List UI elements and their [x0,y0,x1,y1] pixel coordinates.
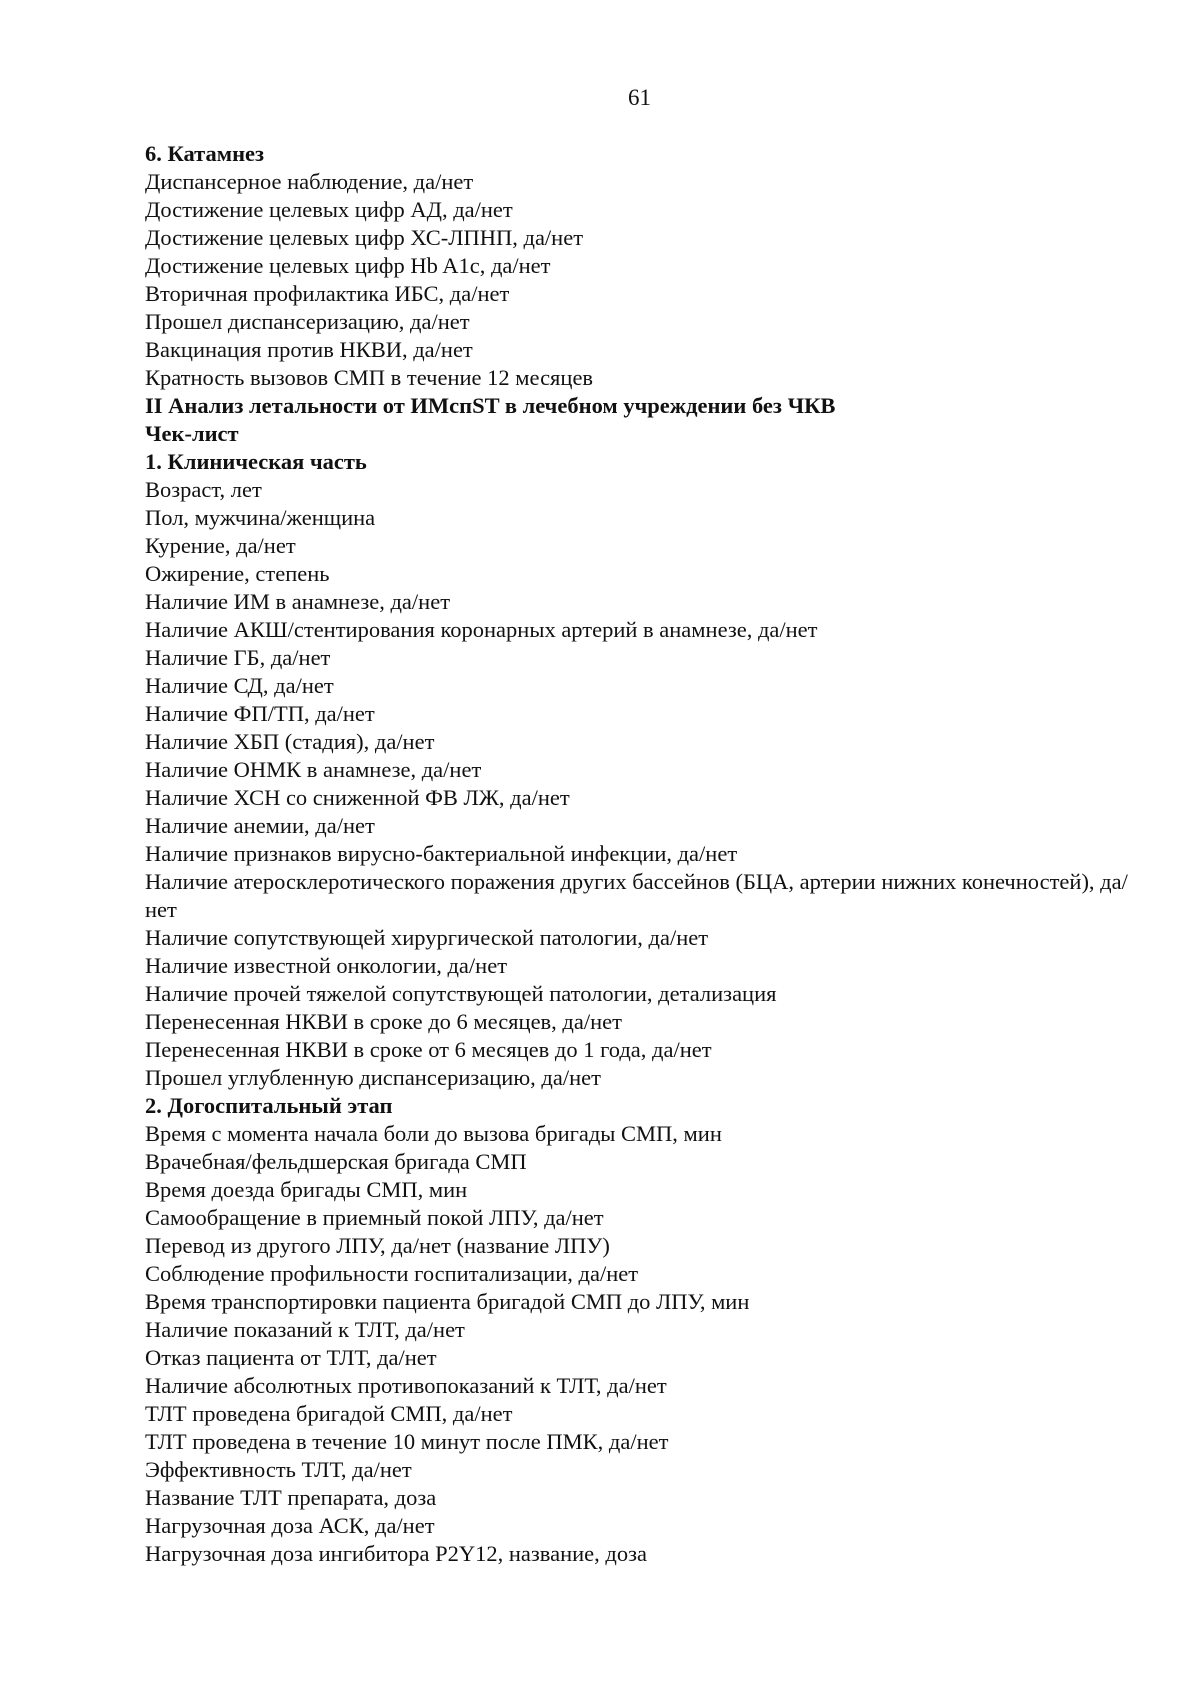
list-item: Время с момента начала боли до вызова бригады СМП, мин [145,1121,722,1146]
list-item: Время доезда бригады СМП, мин [145,1177,468,1202]
list-item: Соблюдение профильности госпитализации, да/нет [145,1261,639,1286]
list-item: Наличие анемии, да/нет [145,813,375,838]
document-body [145,140,1135,1568]
list-item: Прошел углубленную диспансеризацию, да/нет [145,1065,601,1090]
list-item: Самообращение в приемный покой ЛПУ, да/нет [145,1205,604,1230]
list-item: Наличие ХБП (стадия), да/нет [145,729,435,754]
section-title: II Анализ летальности от ИМспST в лечебном учреждении без ЧКВ [145,393,836,418]
list-item: Название ТЛТ препарата, доза [145,1485,437,1510]
list-item: Диспансерное наблюдение, да/нет [145,169,474,194]
list-item: ТЛТ проведена в течение 10 минут после ПМК, да/нет [145,1429,669,1454]
list-item: Кратность вызовов СМП в течение 12 месяцев [145,365,594,390]
list-item: Курение, да/нет [145,533,296,558]
list-item: Врачебная/фельдшерская бригада СМП [145,1149,527,1174]
list-item: Наличие признаков вирусно-бактериальной инфекции, да/нет [145,841,738,866]
list-item: Достижение целевых цифр АД, да/нет [145,197,513,222]
list-item: Наличие СД, да/нет [145,673,334,698]
list-item: Ожирение, степень [145,561,330,586]
list-item: Наличие сопутствующей хирургической патологии, да/нет [145,925,709,950]
list-item: Пол, мужчина/женщина [145,505,376,530]
list-item: Достижение целевых цифр ХС-ЛПНП, да/нет [145,225,584,250]
list-item: Наличие прочей тяжелой сопутствующей патологии, детализация [145,981,777,1006]
list-item: Наличие ФП/ТП, да/нет [145,701,375,726]
page-number: 61 [628,85,651,110]
list-item: Нагрузочная доза ингибитора P2Y12, название, доза [145,1541,647,1566]
list-item: Эффективность ТЛТ, да/нет [145,1457,412,1482]
list-item: Перенесенная НКВИ в сроке до 6 месяцев, да/нет [145,1009,622,1034]
list-item: Наличие ХСН со сниженной ФВ ЛЖ, да/нет [145,785,570,810]
list-item: Прошел диспансеризацию, да/нет [145,309,470,334]
list-item: Отказ пациента от ТЛТ, да/нет [145,1345,437,1370]
list-item: Наличие показаний к ТЛТ, да/нет [145,1317,465,1342]
list-item: Перенесенная НКВИ в сроке от 6 месяцев до 1 года, да/нет [145,1037,712,1062]
list-item: Перевод из другого ЛПУ, да/нет (название ЛПУ) [145,1233,610,1258]
list-item: Наличие атеросклеротического поражения других бассейнов (БЦА, артерии нижних конечностей), да/нет [145,869,1128,922]
section-subtitle: Чек-лист [145,421,239,446]
list-item: Вторичная профилактика ИБС, да/нет [145,281,510,306]
list-item: Нагрузочная доза АСК, да/нет [145,1513,435,1538]
section-heading-clinical: 1. Клиническая часть [145,449,367,474]
list-item: Наличие ГБ, да/нет [145,645,331,670]
list-item: Наличие известной онкологии, да/нет [145,953,508,978]
list-item: ТЛТ проведена бригадой СМП, да/нет [145,1401,513,1426]
list-item: Наличие абсолютных противопоказаний к ТЛТ, да/нет [145,1373,667,1398]
list-item: Возраст, лет [145,477,262,502]
section-heading-katamnez: 6. Катамнез [145,141,265,166]
list-item: Время транспортировки пациента бригадой СМП до ЛПУ, мин [145,1289,750,1314]
section-heading-prehospital: 2. Догоспитальный этап [145,1093,393,1118]
list-item: Наличие ОНМК в анамнезе, да/нет [145,757,482,782]
list-item: Наличие АКШ/стентирования коронарных артерий в анамнезе, да/нет [145,617,818,642]
list-item: Наличие ИМ в анамнезе, да/нет [145,589,451,614]
list-item: Достижение целевых цифр Hb A1c, да/нет [145,253,551,278]
list-item: Вакцинация против НКВИ, да/нет [145,337,473,362]
